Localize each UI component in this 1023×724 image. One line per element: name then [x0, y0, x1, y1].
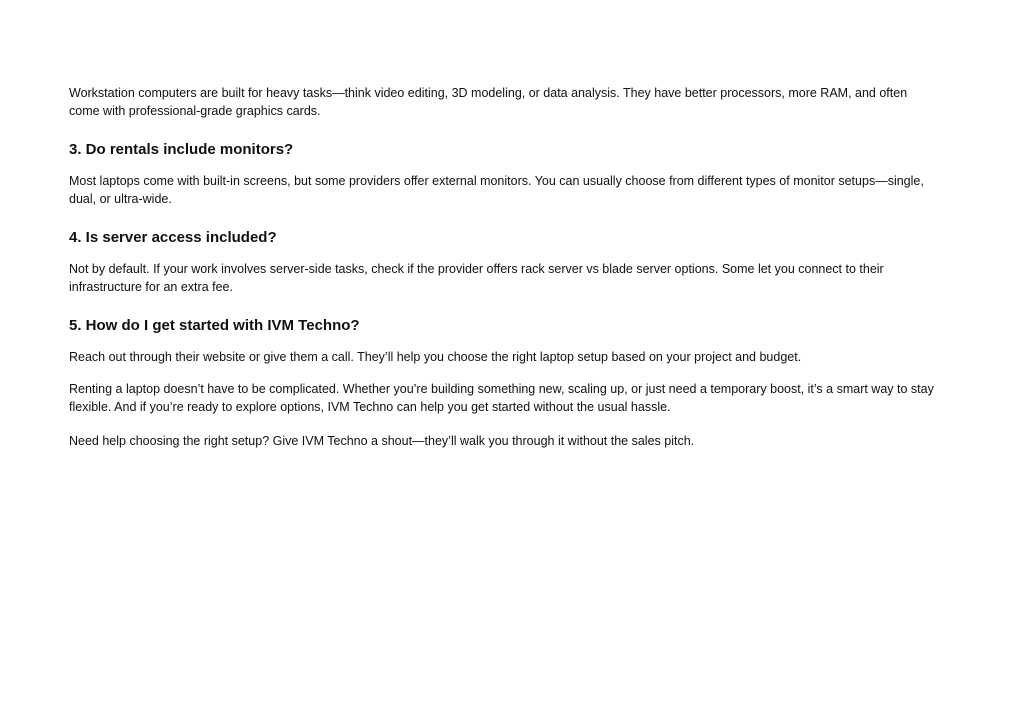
faq-answer-get-started: Reach out through their website or give them a call. They’ll help you choose the right laptop setup based on your project and budget. [69, 350, 802, 364]
faq-question-server-access: 4. Is server access included? [69, 229, 277, 246]
conclusion-paragraph: Renting a laptop doesn’t have to be complicated. Whether you’re building something new, scaling up, or just need a temporary boost, it’s a smart way to stay flexible. And if you’re ready to explore options, IVM Techno can help you get started without the usual hassle. [69, 382, 934, 414]
document-page [69, 84, 941, 450]
intro-paragraph: Workstation computers are built for heavy tasks—think video editing, 3D modeling, or data analysis. They have better processors, more RAM, and often come with professional-grade graphics cards. [69, 86, 908, 118]
faq-question-monitors: 3. Do rentals include monitors? [69, 141, 294, 158]
faq-question-get-started: 5. How do I get started with IVM Techno? [69, 317, 360, 334]
call-to-action-paragraph: Need help choosing the right setup? Give IVM Techno a shout—they’ll walk you through it without the sales pitch. [69, 434, 695, 448]
faq-answer-server-access: Not by default. If your work involves server-side tasks, check if the provider offers rack server vs blade server options. Some let you connect to their infrastructure for an extra fee. [69, 262, 884, 294]
faq-answer-monitors: Most laptops come with built-in screens, but some providers offer external monitors. You can usually choose from different types of monitor setups—single, dual, or ultra-wide. [69, 174, 924, 206]
